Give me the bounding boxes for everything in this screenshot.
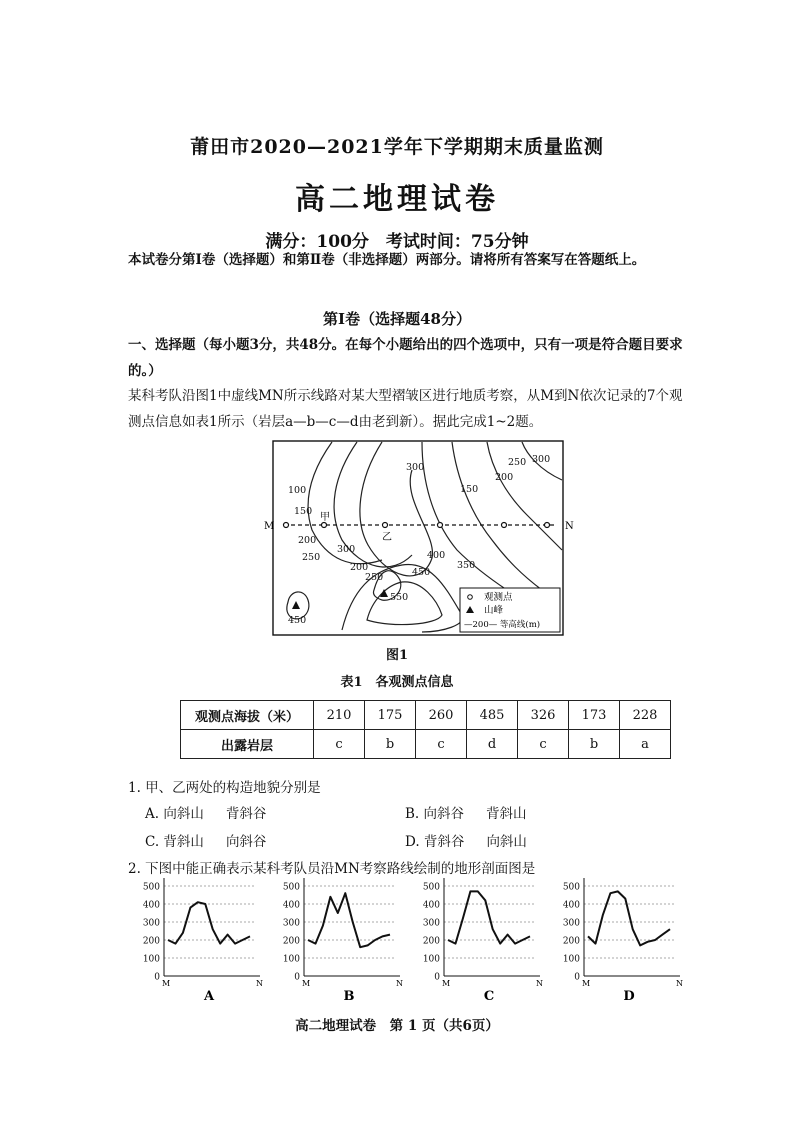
y-tick-label: 500 [282, 882, 300, 893]
y-tick-label: 400 [142, 900, 160, 911]
table-cell: 173 [569, 701, 620, 730]
y-tick-label: 0 [154, 972, 160, 983]
profile-line [588, 891, 670, 945]
contour-value: 200 [298, 535, 317, 546]
table-row-header: 观测点海拔（米） [181, 701, 314, 730]
contour-value: 200 [350, 562, 369, 573]
y-tick-label: 100 [282, 954, 300, 965]
contour-value: 550 [390, 592, 409, 603]
contour-value: 250 [508, 457, 527, 468]
table-cell: d [467, 730, 518, 759]
question-2-stem: 2. 下图中能正确表示某科考队员沿MN考察路线绘制的地形剖面图是 [128, 861, 536, 877]
legend-observation-label: 观测点 [484, 592, 513, 603]
q1-option-d-label: D. 背斜谷 [405, 834, 465, 850]
point-m-label: M [264, 521, 275, 532]
y-tick-label: 0 [574, 972, 580, 983]
y-tick-label: 100 [142, 954, 160, 965]
q1-option-d-value: 向斜山 [486, 834, 527, 850]
observation-point [545, 523, 550, 528]
y-tick-label: 200 [562, 936, 580, 947]
y-tick-label: 400 [422, 900, 440, 911]
contour-value: 100 [288, 485, 307, 496]
y-tick-label: 0 [294, 972, 300, 983]
profile-label: A [203, 989, 215, 1004]
q1-option-c-value: 向斜谷 [225, 834, 267, 850]
observation-point [383, 523, 388, 528]
contour-map [264, 440, 574, 636]
table-row-header: 出露岩层 [181, 730, 314, 759]
observation-point [502, 523, 507, 528]
contour-value: 150 [294, 506, 313, 517]
x-end-label: N [396, 979, 403, 988]
contour-value: 250 [302, 552, 321, 563]
point-yi-label: 乙 [382, 532, 392, 543]
legend-contour-label: —200— 等高线(m) [464, 620, 541, 630]
part-title: 第Ⅰ卷（选择题48分） [323, 310, 471, 328]
table-cell: 210 [314, 701, 365, 730]
table-cell: 485 [467, 701, 518, 730]
y-tick-label: 300 [142, 918, 160, 929]
y-tick-label: 100 [562, 954, 580, 965]
exam-title: 莆田市2020—2021学年下学期期末质量监测 [190, 136, 604, 158]
table-cell: 175 [365, 701, 416, 730]
x-start-label: M [162, 979, 171, 988]
q1-option-b-value: 背斜山 [486, 806, 527, 822]
contour-value: 450 [412, 567, 431, 578]
page-footer: 高二地理试卷 第 1 页（共6页） [295, 1018, 499, 1034]
table-cell: c [416, 730, 467, 759]
profile-label: D [623, 989, 635, 1004]
exam-meta: 满分：100分 考试时间：75分钟 [265, 232, 529, 252]
contour-value: 150 [460, 484, 479, 495]
q1-option-c-label: C. 背斜山 [145, 834, 204, 850]
q1-option-a[interactable] [145, 802, 266, 822]
contour-value: 450 [288, 615, 307, 626]
observation-point [322, 523, 327, 528]
table-cell: 260 [416, 701, 467, 730]
q1-option-a-label: A. 向斜山 [145, 806, 204, 822]
table-caption: 表1 各观测点信息 [340, 675, 454, 690]
y-tick-label: 100 [422, 954, 440, 965]
x-end-label: N [676, 979, 683, 988]
figure-caption: 图1 [385, 648, 409, 663]
y-tick-label: 200 [282, 936, 300, 947]
x-start-label: M [302, 979, 311, 988]
profile-line [308, 893, 390, 947]
section-instructions: 一、选择题（每小题3分，共48分。在每个小题给出的四个选项中，只有一项是符合题目要求的。） [128, 337, 683, 379]
table-cell: b [569, 730, 620, 759]
contour-value: 300 [337, 544, 356, 555]
table-cell: 326 [518, 701, 569, 730]
table-cell: c [314, 730, 365, 759]
legend-peak-label: 山峰 [484, 605, 504, 616]
y-tick-label: 500 [562, 882, 580, 893]
y-tick-label: 200 [422, 936, 440, 947]
profile-line [448, 891, 530, 943]
observation-point [284, 523, 289, 528]
y-tick-label: 500 [142, 882, 160, 893]
x-start-label: M [442, 979, 451, 988]
y-tick-label: 300 [562, 918, 580, 929]
x-end-label: N [256, 979, 263, 988]
table-cell: c [518, 730, 569, 759]
contour-value: 350 [457, 560, 476, 571]
contour-value: 300 [532, 454, 551, 465]
table-row [181, 701, 671, 730]
contour-value: 400 [427, 550, 446, 561]
y-tick-label: 200 [142, 936, 160, 947]
y-tick-label: 400 [562, 900, 580, 911]
profile-charts [140, 876, 700, 1004]
profile-line [168, 902, 250, 943]
point-n-label: N [565, 521, 574, 532]
contour-value: 300 [406, 462, 425, 473]
q1-option-b-label: B. 向斜谷 [405, 806, 465, 822]
profile-label: C [483, 989, 495, 1004]
scenario-text: 某科考队沿图1中虚线MN所示线路对某大型褶皱区进行地质考察，从M到N依次记录的7个观测点信息如表1所示（岩层a—b—c—d由老到新）。据此完成1~2题。 [128, 388, 683, 430]
contour-value: 200 [495, 472, 514, 483]
table-cell: b [365, 730, 416, 759]
question-1-stem: 1. 甲、乙两处的构造地貌分别是 [128, 780, 321, 796]
y-tick-label: 500 [422, 882, 440, 893]
y-tick-label: 400 [282, 900, 300, 911]
point-jia-label: 甲 [320, 512, 330, 523]
y-tick-label: 0 [434, 972, 440, 983]
q1-option-c[interactable] [145, 830, 266, 850]
profile-label: B [343, 989, 355, 1004]
y-tick-label: 300 [422, 918, 440, 929]
x-start-label: M [582, 979, 591, 988]
legend-observation-icon [468, 595, 473, 600]
q1-option-a-value: 背斜谷 [225, 806, 267, 822]
paper-title: 高二地理试卷 [295, 182, 499, 217]
x-end-label: N [536, 979, 543, 988]
contour-value: 250 [365, 572, 384, 583]
observation-point [438, 523, 443, 528]
q1-option-d[interactable] [405, 830, 527, 850]
table-cell: a [620, 730, 671, 759]
exam-intro: 本试卷分第Ⅰ卷（选择题）和第Ⅱ卷（非选择题）两部分。请将所有答案写在答题纸上。 [128, 252, 646, 268]
y-tick-label: 300 [282, 918, 300, 929]
table-cell: 228 [620, 701, 671, 730]
table-row [181, 730, 671, 759]
observation-table [180, 700, 671, 759]
q1-option-b[interactable] [405, 802, 527, 822]
